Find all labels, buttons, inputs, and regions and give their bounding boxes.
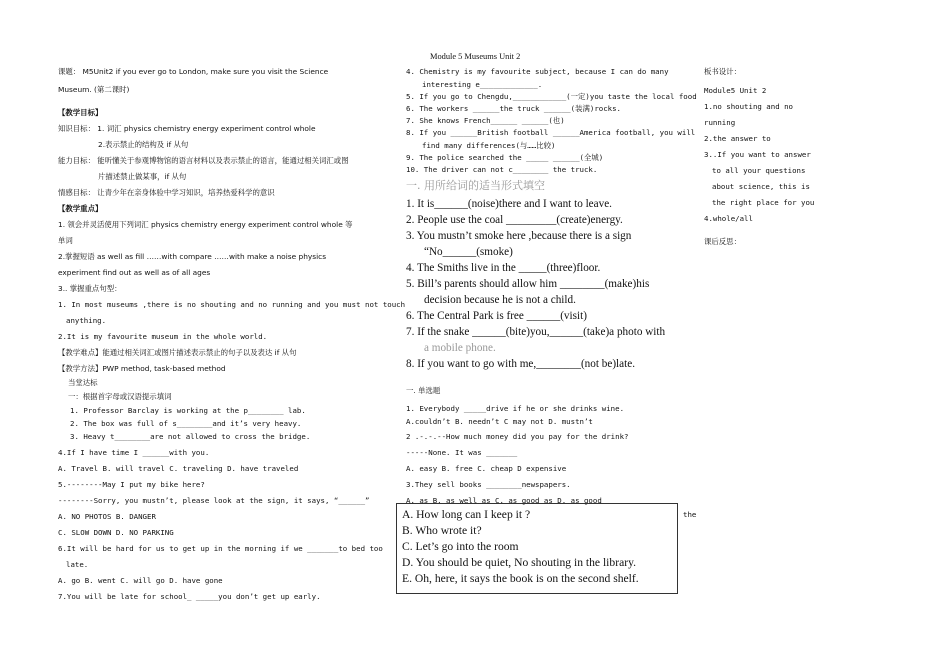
mcq-2: 2 .-.-.--How much money did you pay for the drink? [406,432,629,441]
method: 【教学方法】PWP method, task-based method [58,364,226,373]
board-line-6: to all your questions [712,166,806,175]
knowledge-goal-2: 2.表示禁止的结构及 if 从句 [98,140,189,149]
option-e: E. Oh, here, it says the book is on the second shelf. [402,572,639,585]
word-form-3: 3. You mustn’t smoke here ,because there is a sign [406,230,632,242]
key-point-1-cont: 单词 [58,236,73,245]
fill-8-cont: find many differences(与……比较) [422,141,556,150]
word-form-4: 4. The Smiths live in the _____(three)floor. [406,262,601,274]
mcq-7: 7.You will be late for school_ _____you don’t get up early. [58,592,321,601]
board-design-title: 板书设计： [704,67,741,76]
word-form-5-cont: decision because he is not a child. [424,294,576,306]
section-2-title: 一. 用所给词的适当形式填空 [406,179,545,192]
board-line-1: Module5 Unit 2 [704,86,767,95]
reflection-label: 课后反思： [704,237,741,246]
exercise-1-q2: 2. The box was full of s________and it’s very heavy. [70,419,302,428]
fill-9: 9. The police searched the _____ ______(全城) [406,153,604,162]
option-b: B. Who wrote it? [402,524,482,537]
fill-4-cont: interesting e_____________. [422,80,543,89]
board-line-5: 3..If you want to answer [704,150,811,159]
emotion-goal: 情感目标： 让青少年在亲身体验中学习知识，培养热爱科学的意识 [58,188,275,197]
mcq-4: 4.If I have time I ______with you. [58,448,210,457]
fill-7: 7. She knows French______ ______(也) [406,116,565,125]
mcq-5-options-a: A. NO PHOTOS B. DANGER [58,512,156,521]
page-header: Module 5 Museums Unit 2 [430,52,521,61]
board-line-2: 1.no shouting and no [704,102,793,111]
mcq-6-options: A. go B. went C. will go D. have gone [58,576,223,585]
word-form-6: 6. The Central Park is free ______(visit) [406,310,587,322]
key-sentence-1-cont: anything. [66,316,107,325]
mcq-4-options: A. Travel B. will travel C. traveling D. have traveled [58,464,299,473]
option-c: C. Let’s go into the room [402,540,519,553]
option-a: A. How long can I keep it ? [402,508,531,521]
section-heading-key: 【教学重点】 [58,204,103,213]
board-line-7: about science, this is [712,182,810,191]
mcq-5-dialogue: --------Sorry, you mustn’t, please look at the sign, it says, “______” [58,496,370,505]
mcq-2-options: A. easy B. free C. cheap D expensive [406,464,567,473]
word-form-3-cont: “No______(smoke) [424,246,513,258]
the-label: the [683,510,697,519]
mcq-1: 1. Everybody _____drive if he or she drinks wine. [406,404,625,413]
word-form-1: 1. It is______(noise)there and I want to leave. [406,198,612,210]
key-point-1: 1. 领会并灵活使用下列词汇 physics chemistry energy experiment control whole 等 [58,220,353,229]
mcq-5-options-c: C. SLOW DOWN D. NO PARKING [58,528,174,537]
section-3-title: 一. 单选题 [406,386,441,395]
mcq-3: 3.They sell books ________newspapers. [406,480,571,489]
practice-heading: 当堂达标 [68,378,98,387]
mcq-3-options: A. as B. as well as C. as good as D. as good [406,496,602,505]
mcq-2-reply: -----None. It was _______ [406,448,518,457]
difficulty: 【教学难点】能通过相关词汇或图片描述表示禁止的句子以及表达 if 从句 [58,348,297,357]
key-sentence-1: 1. In most museums ,there is no shouting and no running and you must not touch [58,300,406,309]
exercise-1-q3: 3. Heavy t________are not allowed to cross the bridge. [70,432,311,441]
lesson-title: 课题： M5Unit2 if you ever go to London, make sure you visit the Science [58,67,329,76]
ability-goal: 能力目标： 能听懂关于参观博物馆的语言材料以及表示禁止的语言，能通过相关词汇或图 [58,156,349,165]
key-sentence-2: 2.It is my favourite museum in the whole world. [58,332,268,341]
word-form-5: 5. Bill’s parents should allow him ________(make)his [406,278,650,290]
mcq-6: 6.It will be hard for us to get up in the morning if we _______to bed too [58,544,383,553]
word-form-2: 2. People use the coal _________(create)energy. [406,214,623,226]
board-line-8: the right place for you [712,198,815,207]
dialogue-options-box [396,503,678,594]
lesson-title-cont: Museum. (第二课时) [58,85,130,94]
knowledge-goal: 知识目标： 1. 词汇 physics chemistry energy experiment control whole [58,124,316,133]
fill-6: 6. The workers ______the truck ______(装满)rocks. [406,104,622,113]
key-point-2: 2.掌握短语 as well as fill ……with compare ……with make a noise physics [58,252,327,261]
word-form-8: 8. If you want to go with me,________(not be)late. [406,358,635,370]
key-point-2-cont: experiment find out as well as of all ages [58,268,211,277]
fill-4: 4. Chemistry is my favourite subject, because I can do many [406,67,669,76]
mcq-5: 5.--------May I put my bike here? [58,480,205,489]
ability-goal-cont: 片描述禁止做某事，if 从句 [98,172,187,181]
board-line-9: 4.whole/all [704,214,753,223]
section-heading-goals: 【教学目标】 [58,108,103,117]
board-line-3: running [704,118,736,127]
board-line-4: 2.the answer to [704,134,771,143]
mcq-6-cont: late. [66,560,89,569]
word-form-7: 7. If the snake ______(bite)you,______(take)a photo with [406,326,666,338]
option-d: D. You should be quiet, No shouting in the library. [402,556,637,569]
fill-8: 8. If you ______British football ______America football, you will [406,128,696,137]
mcq-1-options: A.couldn’t B. needn’t C may not D. mustn’t [406,417,593,426]
exercise-1-title: 一：根据首字母或汉语提示填词 [68,392,172,401]
fill-5: 5. If you go to Chengdu,____________(一定)you taste the local food [406,92,697,101]
fill-10: 10. The driver can not c________ the truck. [406,165,598,174]
exercise-1-q1: 1. Professor Barclay is working at the p________ lab. [70,406,306,415]
word-form-7-cont: a mobile phone. [424,342,496,354]
key-point-3: 3.. 掌握重点句型： [58,284,122,293]
